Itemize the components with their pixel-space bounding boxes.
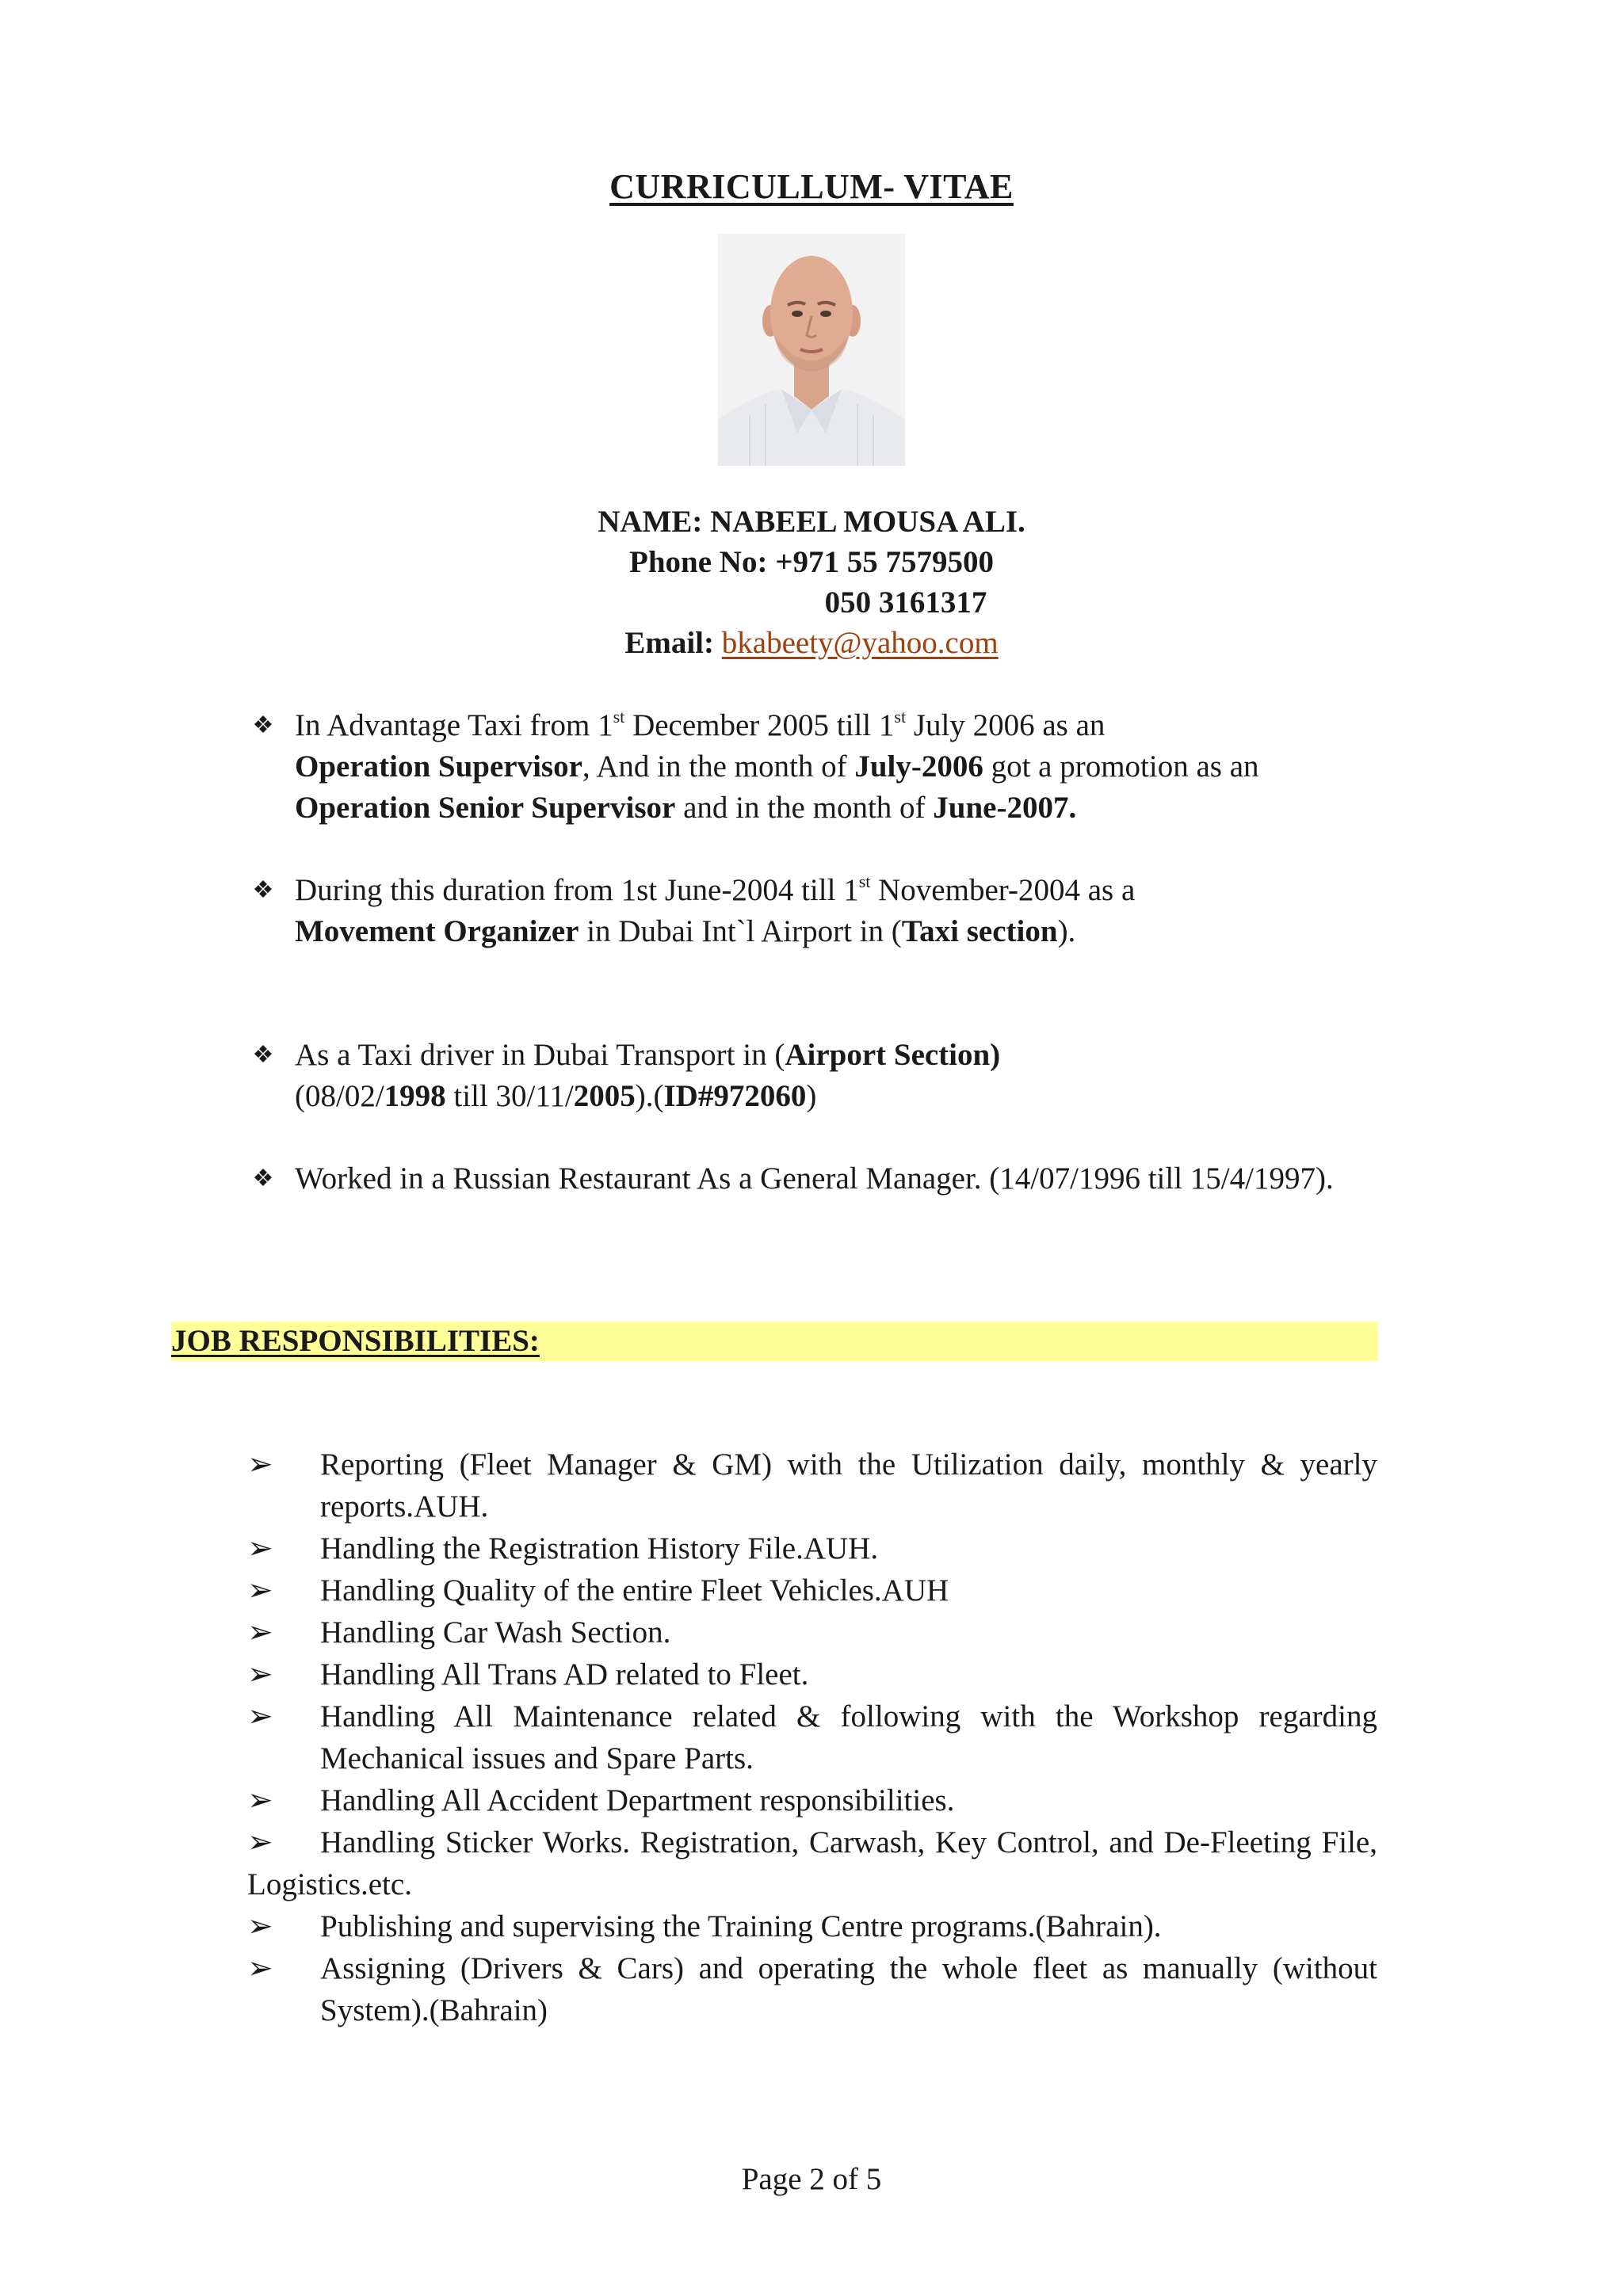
page-number: Page 2 of 5 xyxy=(741,2162,882,2196)
experience-list xyxy=(247,705,1388,829)
diamond-bullet-icon: ❖ xyxy=(252,877,274,903)
list-item xyxy=(247,1611,1377,1653)
arrow-bullet-icon: ➢ xyxy=(247,1909,273,1943)
responsibilities-heading: JOB RESPONSIBILITIES: xyxy=(171,1324,540,1358)
arrow-bullet-icon: ➢ xyxy=(247,1447,273,1482)
list-item-text: Publishing and supervising the Training Centre programs.(Bahrain). xyxy=(320,1909,1162,1943)
list-item-text: Reporting (Fleet Manager & GM) with the Utilization daily, monthly & yearly reports.AUH. xyxy=(320,1447,1377,1524)
experience-text: During this duration from 1st June-2004 till 1 xyxy=(295,873,859,907)
experience-text: and in the month of xyxy=(675,791,934,825)
list-item-text: Handling All Trans AD related to Fleet. xyxy=(320,1657,809,1691)
email-line xyxy=(0,623,1623,663)
experience-text: November-2004 as a xyxy=(870,873,1136,907)
arrow-bullet-icon: ➢ xyxy=(247,1573,273,1608)
date-highlight: 1998 xyxy=(384,1079,446,1113)
list-item xyxy=(247,1569,1377,1611)
date-highlight: 2005 xyxy=(573,1079,636,1113)
experience-text: ).( xyxy=(635,1079,664,1113)
experience-text: Worked in a Russian Restaurant As a General Manager. (14/07/1996 till 15/4/1997). xyxy=(295,1161,1334,1196)
document-title: CURRICULLUM- VITAE xyxy=(609,167,1014,206)
diamond-bullet-icon: ❖ xyxy=(252,712,274,738)
diamond-bullet-icon: ❖ xyxy=(252,1042,274,1068)
experience-text: in Dubai Int`l Airport in ( xyxy=(579,914,902,948)
arrow-bullet-icon: ➢ xyxy=(247,1825,273,1859)
list-item xyxy=(247,1527,1377,1569)
section-highlight: Airport Section) xyxy=(785,1038,1001,1072)
phone-primary: +971 55 7579500 xyxy=(775,545,994,579)
id-number: ID#972060 xyxy=(663,1079,807,1113)
list-item-text: Handling All Accident Department responsibilities. xyxy=(320,1783,955,1817)
list-item xyxy=(247,1653,1377,1695)
phone-line xyxy=(0,542,1623,582)
list-item-text: Handling Car Wash Section. xyxy=(320,1615,671,1650)
list-item-text: Handling Sticker Works. Registration, Carwash, Key Control, and De-Fleeting File, Logistics.etc. xyxy=(247,1825,1377,1901)
experience-text: (08/02/ xyxy=(295,1079,384,1113)
experience-item xyxy=(247,1035,1388,1117)
experience-list xyxy=(247,1158,1357,1199)
experience-list xyxy=(247,870,1388,952)
arrow-bullet-icon: ➢ xyxy=(247,1657,273,1691)
list-item-text: Assigning (Drivers & Cars) and operating the whole fleet as manually (without System).(Bahrain) xyxy=(320,1951,1377,2027)
experience-text: In Advantage Taxi from 1 xyxy=(295,708,613,742)
email-link[interactable]: bkabeety@yahoo.com xyxy=(721,626,999,660)
job-title: Operation Supervisor xyxy=(295,749,582,784)
diamond-bullet-icon: ❖ xyxy=(252,1165,274,1192)
date-highlight: June-2007. xyxy=(933,791,1077,825)
job-title: Operation Senior Supervisor xyxy=(295,791,676,825)
experience-text: got a promotion as an xyxy=(983,749,1259,784)
job-title: Movement Organizer xyxy=(295,914,579,948)
candidate-name: NAME: NABEEL MOUSA ALI. xyxy=(598,505,1025,539)
experience-text: , And in the month of xyxy=(582,749,855,784)
section-highlight: Taxi section xyxy=(901,914,1058,948)
list-item-text: Handling the Registration History File.AUH. xyxy=(320,1531,879,1566)
arrow-bullet-icon: ➢ xyxy=(247,1951,273,1985)
ordinal-suffix: st xyxy=(894,707,907,727)
list-item xyxy=(247,1905,1377,1947)
arrow-bullet-icon: ➢ xyxy=(247,1615,273,1650)
list-item-text: Handling Quality of the entire Fleet Vehicles.AUH xyxy=(320,1573,949,1608)
profile-photo xyxy=(718,234,905,466)
arrow-bullet-icon: ➢ xyxy=(247,1531,273,1566)
arrow-bullet-icon: ➢ xyxy=(247,1699,273,1733)
experience-text: July 2006 as an xyxy=(906,708,1106,742)
experience-item xyxy=(247,870,1388,952)
list-item xyxy=(247,1695,1377,1779)
list-item xyxy=(247,1444,1377,1527)
experience-list xyxy=(247,1035,1388,1117)
experience-text: ). xyxy=(1057,914,1076,948)
contact-block xyxy=(0,502,1623,663)
date-highlight: July-2006 xyxy=(854,749,983,784)
ordinal-suffix: st xyxy=(613,707,625,727)
experience-text: As a Taxi driver in Dubai Transport in ( xyxy=(295,1038,785,1072)
phone-label: Phone No: xyxy=(629,545,768,579)
ordinal-suffix: st xyxy=(858,871,871,891)
experience-item xyxy=(247,1158,1357,1199)
list-item xyxy=(247,1779,1377,1821)
arrow-bullet-icon: ➢ xyxy=(247,1783,273,1817)
list-item xyxy=(247,1821,1377,1905)
experience-text: till 30/11/ xyxy=(445,1079,574,1113)
list-item xyxy=(247,1947,1377,2031)
experience-text: ) xyxy=(806,1079,817,1113)
experience-item xyxy=(247,705,1388,829)
phone-secondary: 050 3161317 xyxy=(824,585,987,620)
responsibilities-list xyxy=(247,1444,1377,2031)
experience-text: December 2005 till 1 xyxy=(624,708,895,742)
email-label: Email: xyxy=(624,626,715,660)
list-item-text: Handling All Maintenance related & following with the Workshop regarding Mechanical issues and Spare Parts. xyxy=(320,1699,1377,1775)
